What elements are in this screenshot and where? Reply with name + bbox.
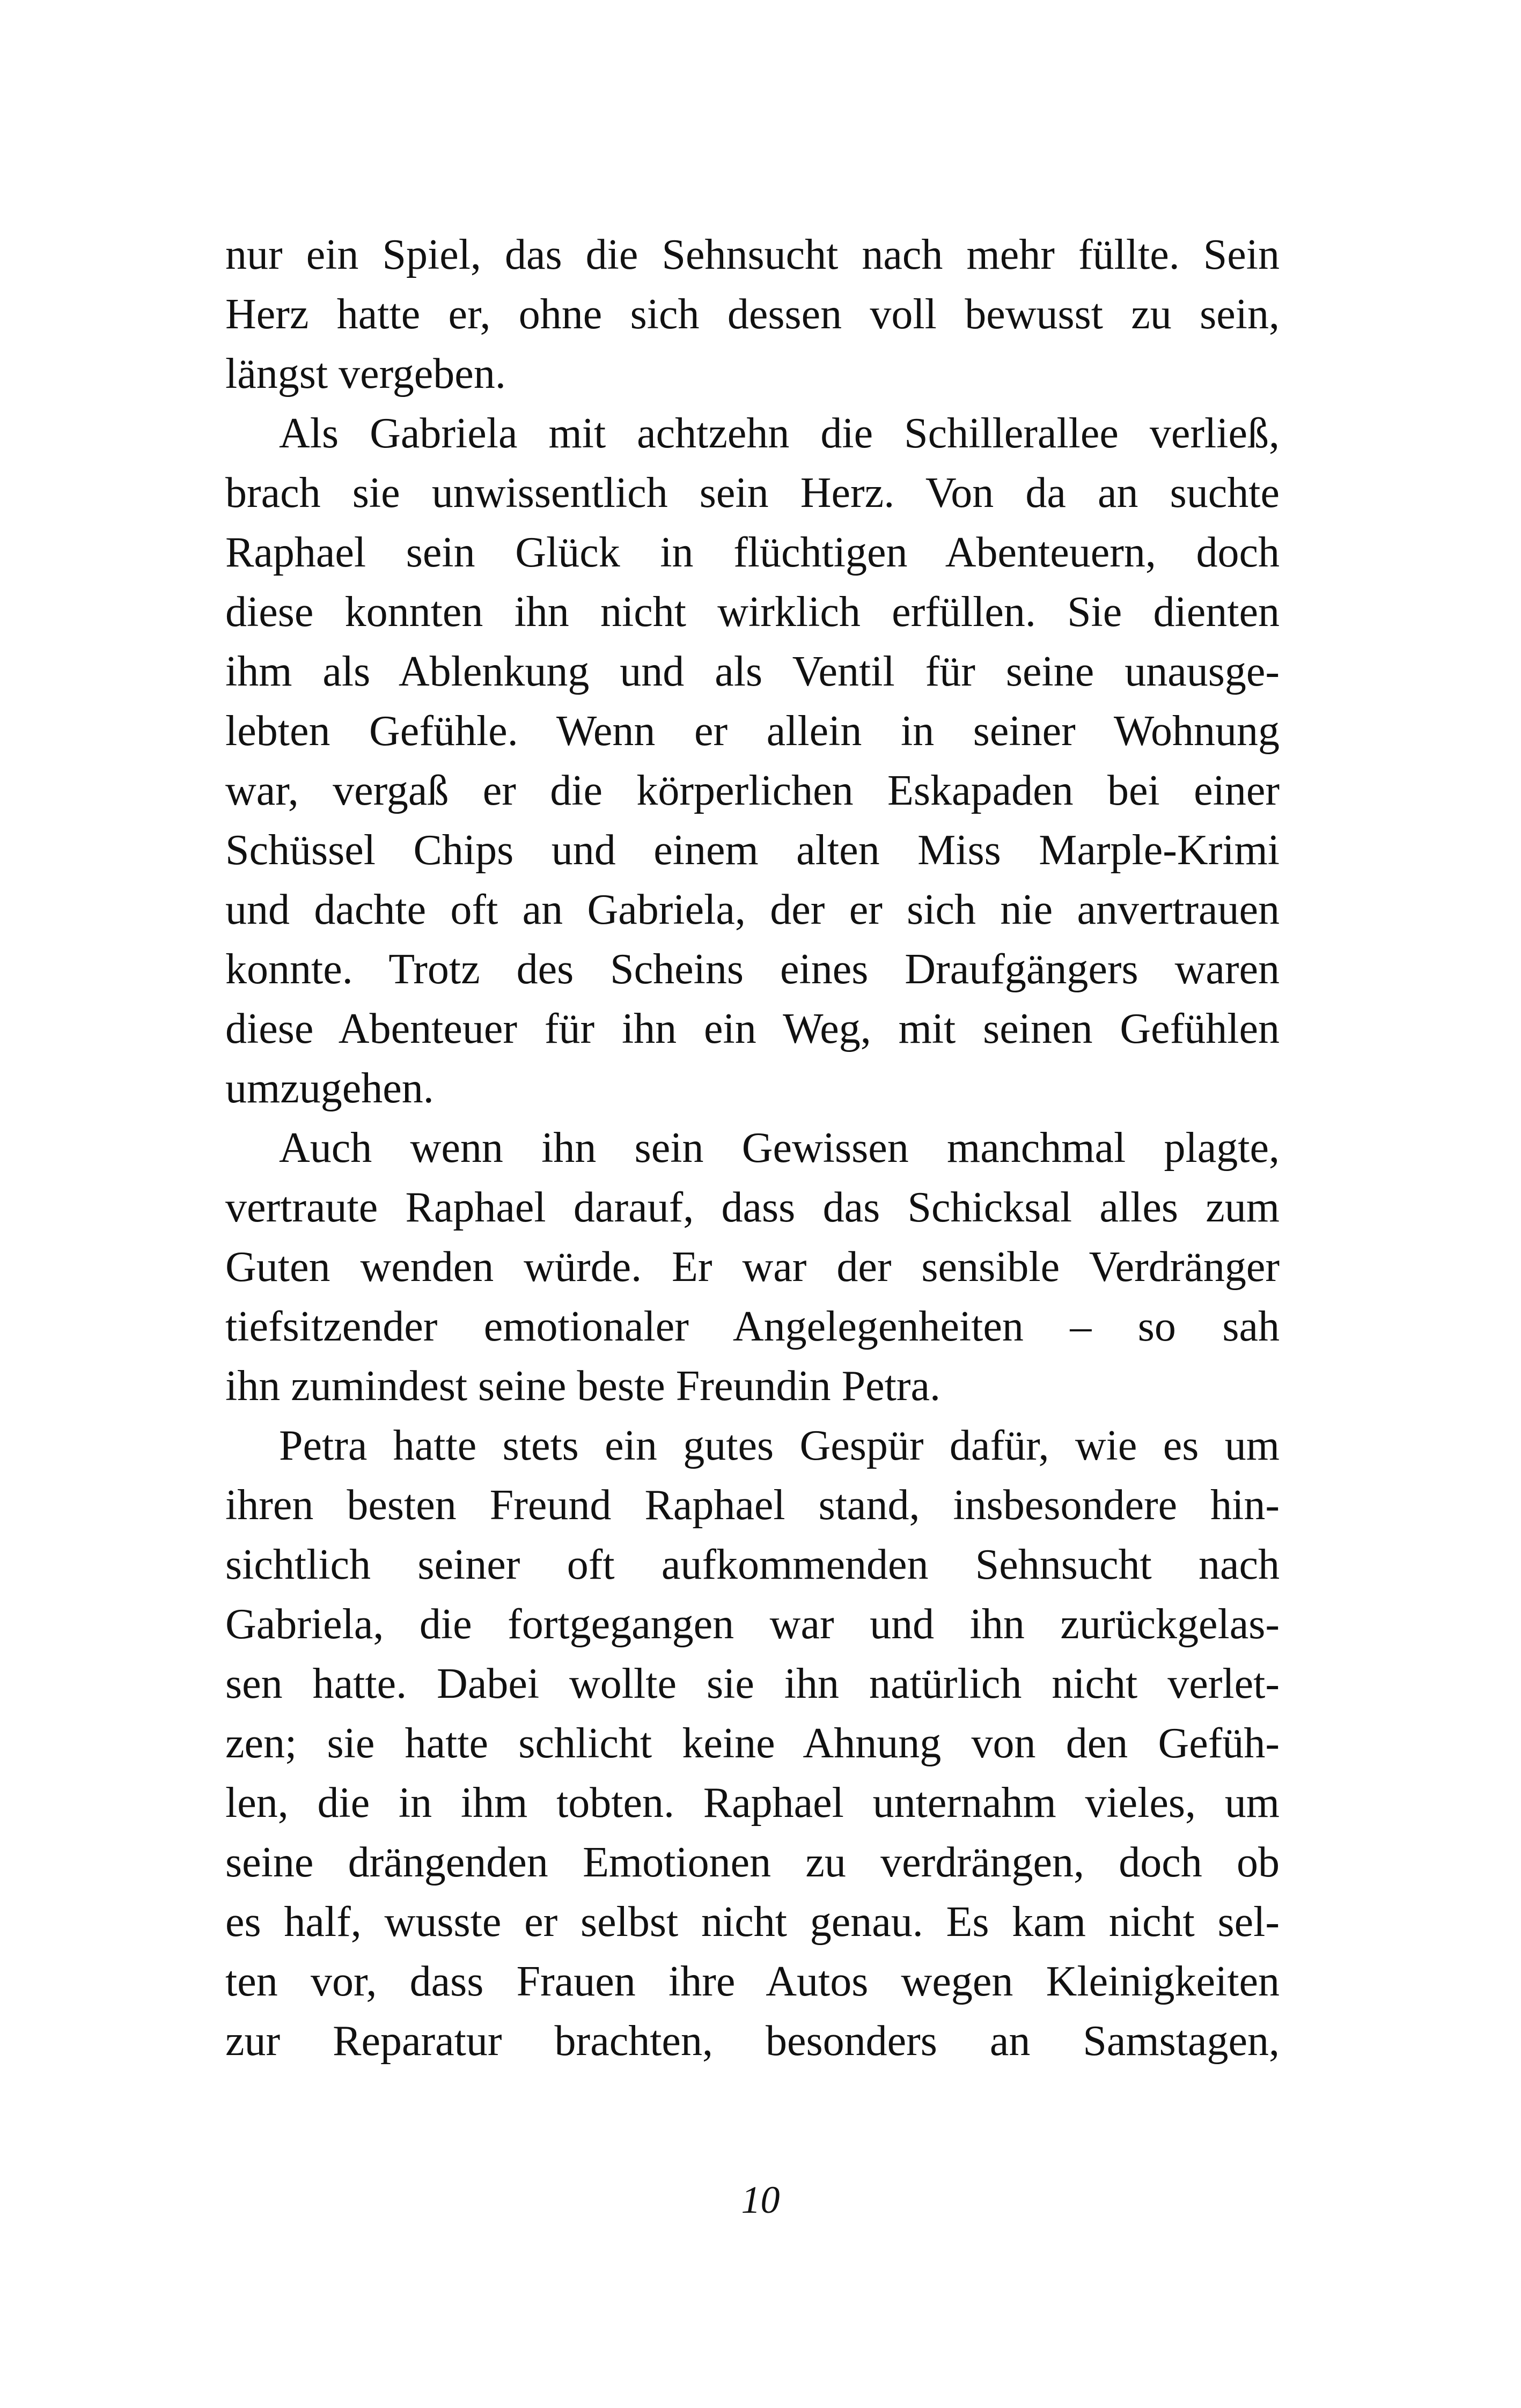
text-line: lebten Gefühle. Wenn er allein in seiner Wohnung: [225, 708, 1280, 755]
text-line: zen; sie hatte schlicht keine Ahnung von den Gefüh-: [225, 1720, 1280, 1767]
text-line: ihm als Ablenkung und als Ventil für seine unausge-: [225, 648, 1280, 695]
text-line: konnte. Trotz des Scheins eines Draufgängers waren: [225, 946, 1280, 993]
text-line: zur Reparatur brachten, besonders an Samstagen,: [225, 2017, 1280, 2065]
text-line: diese Abenteuer für ihn ein Weg, mit seinen Gefühlen: [225, 1005, 1280, 1052]
text-line: längst vergeben.: [225, 350, 506, 397]
text-line: und dachte oft an Gabriela, der er sich nie anvertrauen: [225, 886, 1280, 933]
text-line: ihren besten Freund Raphael stand, insbesondere hin-: [225, 1482, 1280, 1529]
text-line: war, vergaß er die körperlichen Eskapaden bei einer: [225, 767, 1280, 814]
paragraph: [225, 225, 1280, 404]
text-line: ihn zumindest seine beste Freundin Petra.: [225, 1363, 941, 1410]
text-line: Schüssel Chips und einem alten Miss Marple-Krimi: [225, 827, 1280, 874]
text-line: sen hatte. Dabei wollte sie ihn natürlich nicht verlet-: [225, 1660, 1280, 1707]
paragraph: [225, 1118, 1280, 1416]
text-line: Raphael sein Glück in flüchtigen Abenteuern, doch: [225, 529, 1280, 576]
text-line: Gabriela, die fortgegangen war und ihn zurückgelas-: [225, 1601, 1280, 1648]
text-line: tiefsitzender emotionaler Angelegenheiten – so sah: [225, 1303, 1280, 1350]
text-line: Guten wenden würde. Er war der sensible Verdränger: [225, 1243, 1280, 1291]
paragraph: [225, 404, 1280, 1118]
text-line: Auch wenn ihn sein Gewissen manchmal plagte,: [279, 1124, 1280, 1172]
text-line: nur ein Spiel, das die Sehnsucht nach mehr füllte. Sein: [225, 231, 1280, 278]
text-line: umzugehen.: [225, 1065, 434, 1112]
text-line: es half, wusste er selbst nicht genau. Es kam nicht sel-: [225, 1898, 1280, 1946]
text-line: Herz hatte er, ohne sich dessen voll bewusst zu sein,: [225, 291, 1280, 338]
text-line: brach sie unwissentlich sein Herz. Von da an suchte: [225, 469, 1280, 517]
text-line: ten vor, dass Frauen ihre Autos wegen Kleinigkeiten: [225, 1958, 1280, 2005]
body-text: [225, 225, 1280, 2071]
text-line: sichtlich seiner oft aufkommenden Sehnsucht nach: [225, 1541, 1280, 1588]
text-line: vertraute Raphael darauf, dass das Schicksal alles zum: [225, 1184, 1280, 1231]
text-line: seine drängenden Emotionen zu verdrängen, doch ob: [225, 1839, 1280, 1886]
text-line: diese konnten ihn nicht wirklich erfüllen. Sie dienten: [225, 588, 1280, 636]
page-number: 10: [741, 2178, 780, 2221]
text-line: len, die in ihm tobten. Raphael unternahm vieles, um: [225, 1779, 1280, 1827]
paragraph: [225, 1416, 1280, 2071]
text-line: Als Gabriela mit achtzehn die Schillerallee verließ,: [279, 410, 1280, 457]
text-line: Petra hatte stets ein gutes Gespür dafür, wie es um: [279, 1422, 1280, 1469]
